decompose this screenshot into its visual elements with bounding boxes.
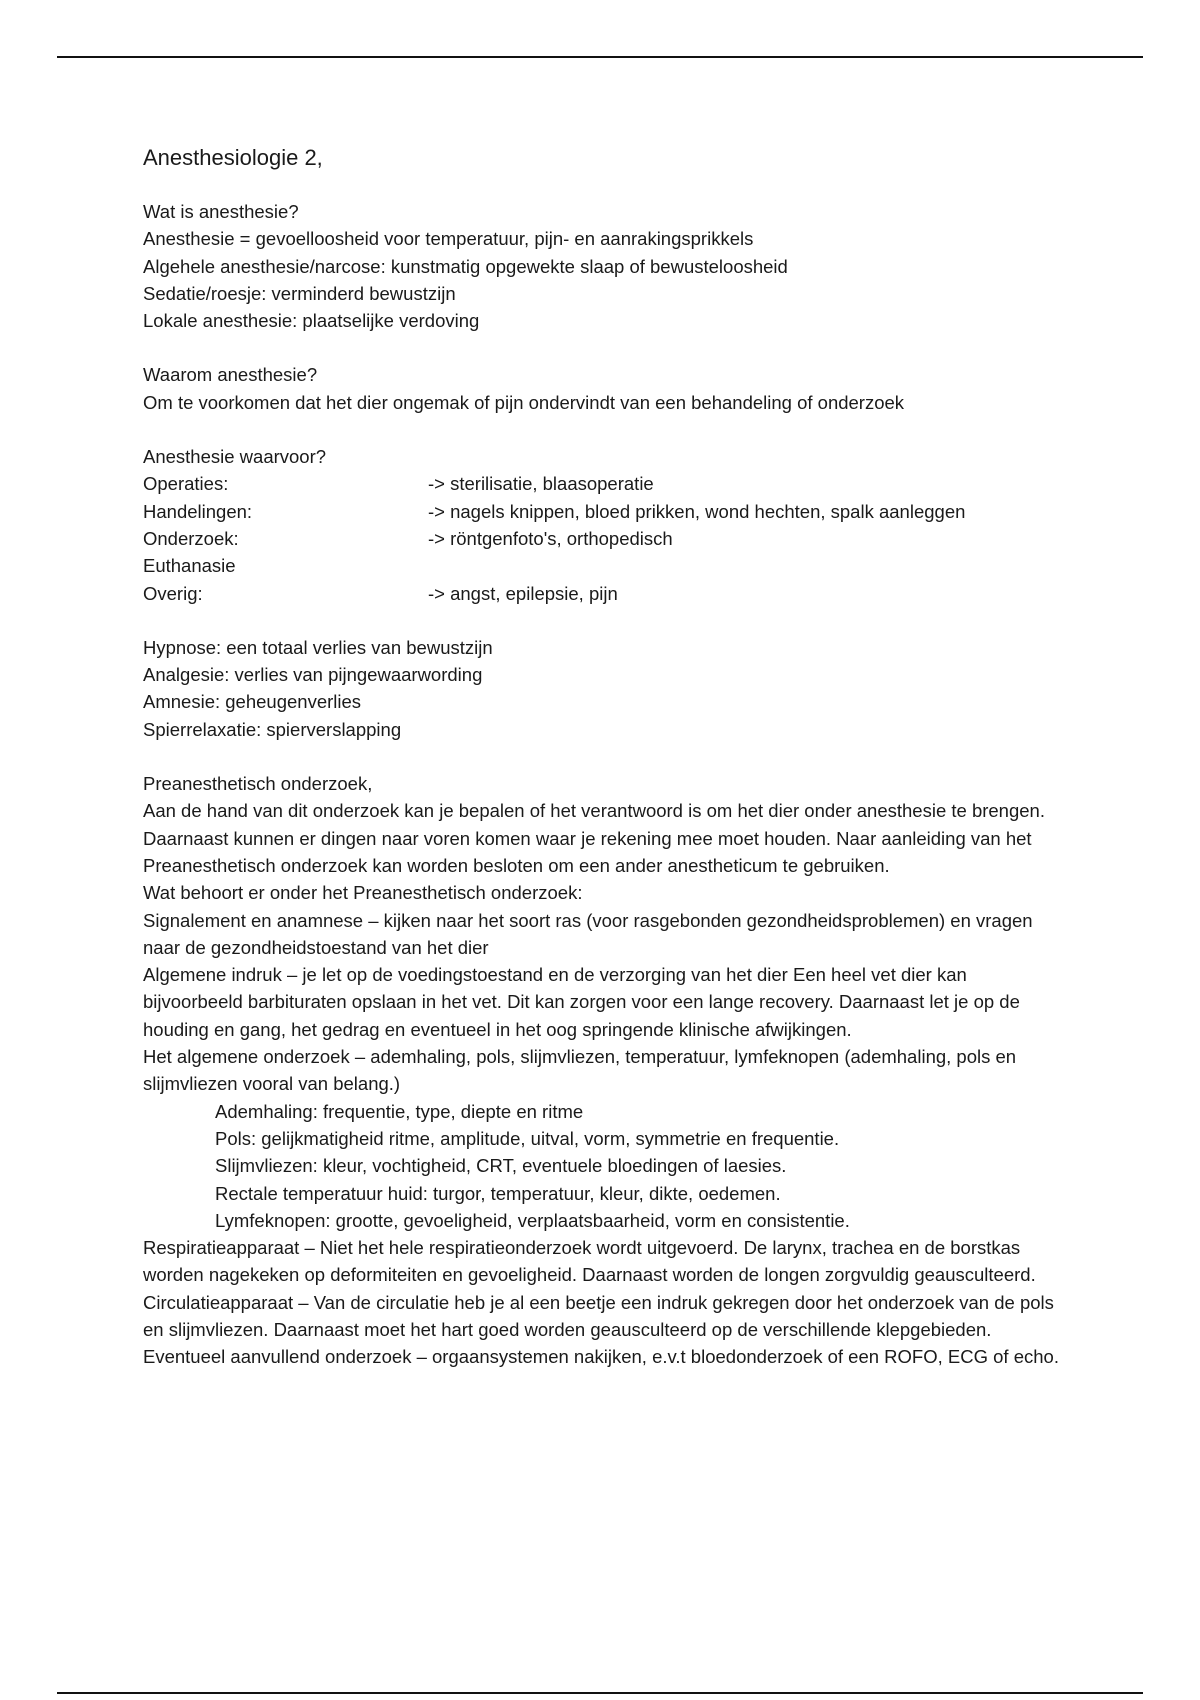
section-anesthesia-components xyxy=(143,634,1063,743)
section-preanesthetic-exam xyxy=(143,770,1063,1371)
usage-label: Operaties: xyxy=(143,473,229,495)
usage-row xyxy=(143,525,1063,552)
usage-label: Euthanasie xyxy=(143,555,236,577)
paragraph: Algemene indruk – je let op de voedingstoestand en de verzorging van het dier Een heel vet dier kan bijvoorbeeld barbituraten opslaan in het vet. Dit kan zorgen voor een lange recovery. Daarnaast let je op de houding en gang, het gedrag en eventueel in het oog springende klinische afwijkingen. xyxy=(143,964,1020,1040)
definition-line: Anesthesie = gevoelloosheid voor temperatuur, pijn- en aanrakingsprikkels xyxy=(143,228,754,250)
component-line: Analgesie: verlies van pijngewaarwording xyxy=(143,664,483,686)
document-body xyxy=(143,143,1063,1398)
usage-row xyxy=(143,580,1063,607)
document-title: Anesthesiologie 2, xyxy=(143,145,323,170)
exam-sub-item: Ademhaling: frequentie, type, diepte en ritme xyxy=(215,1100,584,1122)
section-heading: Waarom anesthesie? xyxy=(143,364,318,386)
exam-sub-item: Rectale temperatuur huid: turgor, temperatuur, kleur, dikte, oedemen. xyxy=(215,1182,781,1204)
section-why-anesthesia xyxy=(143,361,1063,416)
paragraph: Aan de hand van dit onderzoek kan je bepalen of het verantwoord is om het dier onder anesthesie te brengen. Daarnaast kunnen er dingen naar voren komen waar je rekening mee moet houden. Naar aanleiding van het Preanesthetisch onderzoek kan worden besloten om een ander anestheticum te gebruiken. xyxy=(143,800,1045,876)
usage-label: Handelingen: xyxy=(143,500,253,522)
paragraph: Om te voorkomen dat het dier ongemak of pijn ondervindt van een behandeling of onderzoek xyxy=(143,391,905,413)
usage-row xyxy=(143,498,1063,525)
section-heading: Anesthesie waarvoor? xyxy=(143,446,327,468)
section-what-is-anesthesia xyxy=(143,198,1063,334)
component-line: Amnesie: geheugenverlies xyxy=(143,691,362,713)
usage-value: -> röntgenfoto's, orthopedisch xyxy=(428,527,673,549)
usage-value: -> sterilisatie, blaasoperatie xyxy=(428,473,654,495)
usage-label: Onderzoek: xyxy=(143,527,239,549)
usage-value: -> angst, epilepsie, pijn xyxy=(428,582,618,604)
exam-sub-item: Lymfeknopen: grootte, gevoeligheid, verplaatsbaarheid, vorm en consistentie. xyxy=(215,1209,850,1231)
header-rule xyxy=(57,56,1143,58)
component-line: Hypnose: een totaal verlies van bewustzijn xyxy=(143,636,493,658)
usage-row xyxy=(143,470,1063,497)
component-line: Spierrelaxatie: spierverslapping xyxy=(143,718,402,740)
paragraph: Circulatieapparaat – Van de circulatie heb je al een beetje een indruk gekregen door het onderzoek van de pols en slijmvliezen. Daarnaast moet het hart goed worden geausculteerd op de verschillende klepgebieden. xyxy=(143,1291,1054,1340)
section-heading: Wat is anesthesie? xyxy=(143,201,299,222)
usage-value: -> nagels knippen, bloed prikken, wond hechten, spalk aanleggen xyxy=(428,500,966,522)
paragraph: Wat behoort er onder het Preanesthetisch onderzoek: xyxy=(143,882,583,904)
footer-rule xyxy=(57,1692,1143,1694)
definition-line: Sedatie/roesje: verminderd bewustzijn xyxy=(143,282,456,304)
paragraph: Het algemene onderzoek – ademhaling, pols, slijmvliezen, temperatuur, lymfeknopen (ademhaling, pols en slijmvliezen vooral van belang.) xyxy=(143,1046,1017,1095)
definition-line: Algehele anesthesie/narcose: kunstmatig opgewekte slaap of bewusteloosheid xyxy=(143,255,788,277)
paragraph: Eventueel aanvullend onderzoek – orgaansystemen nakijken, e.v.t bloedonderzoek of een ROFO, ECG of echo. xyxy=(143,1346,1059,1368)
exam-sub-item: Slijmvliezen: kleur, vochtigheid, CRT, eventuele bloedingen of laesies. xyxy=(215,1155,787,1177)
definition-line: Lokale anesthesie: plaatselijke verdoving xyxy=(143,310,480,332)
paragraph: Respiratieapparaat – Niet het hele respiratieonderzoek wordt uitgevoerd. De larynx, trachea en de borstkas worden nagekeken op deformiteiten en gevoeligheid. Daarnaast worden de longen zorgvuldig geausculteerd. xyxy=(143,1237,1036,1286)
usage-row xyxy=(143,552,1063,579)
usage-label: Overig: xyxy=(143,582,203,604)
section-heading: Preanesthetisch onderzoek, xyxy=(143,773,373,795)
exam-sub-item: Pols: gelijkmatigheid ritme, amplitude, uitval, vorm, symmetrie en frequentie. xyxy=(215,1127,840,1149)
section-anesthesia-for xyxy=(143,443,1063,607)
paragraph: Signalement en anamnese – kijken naar het soort ras (voor rasgebonden gezondheidsproblemen) en vragen naar de gezondheidstoestand van het dier xyxy=(143,909,1033,958)
